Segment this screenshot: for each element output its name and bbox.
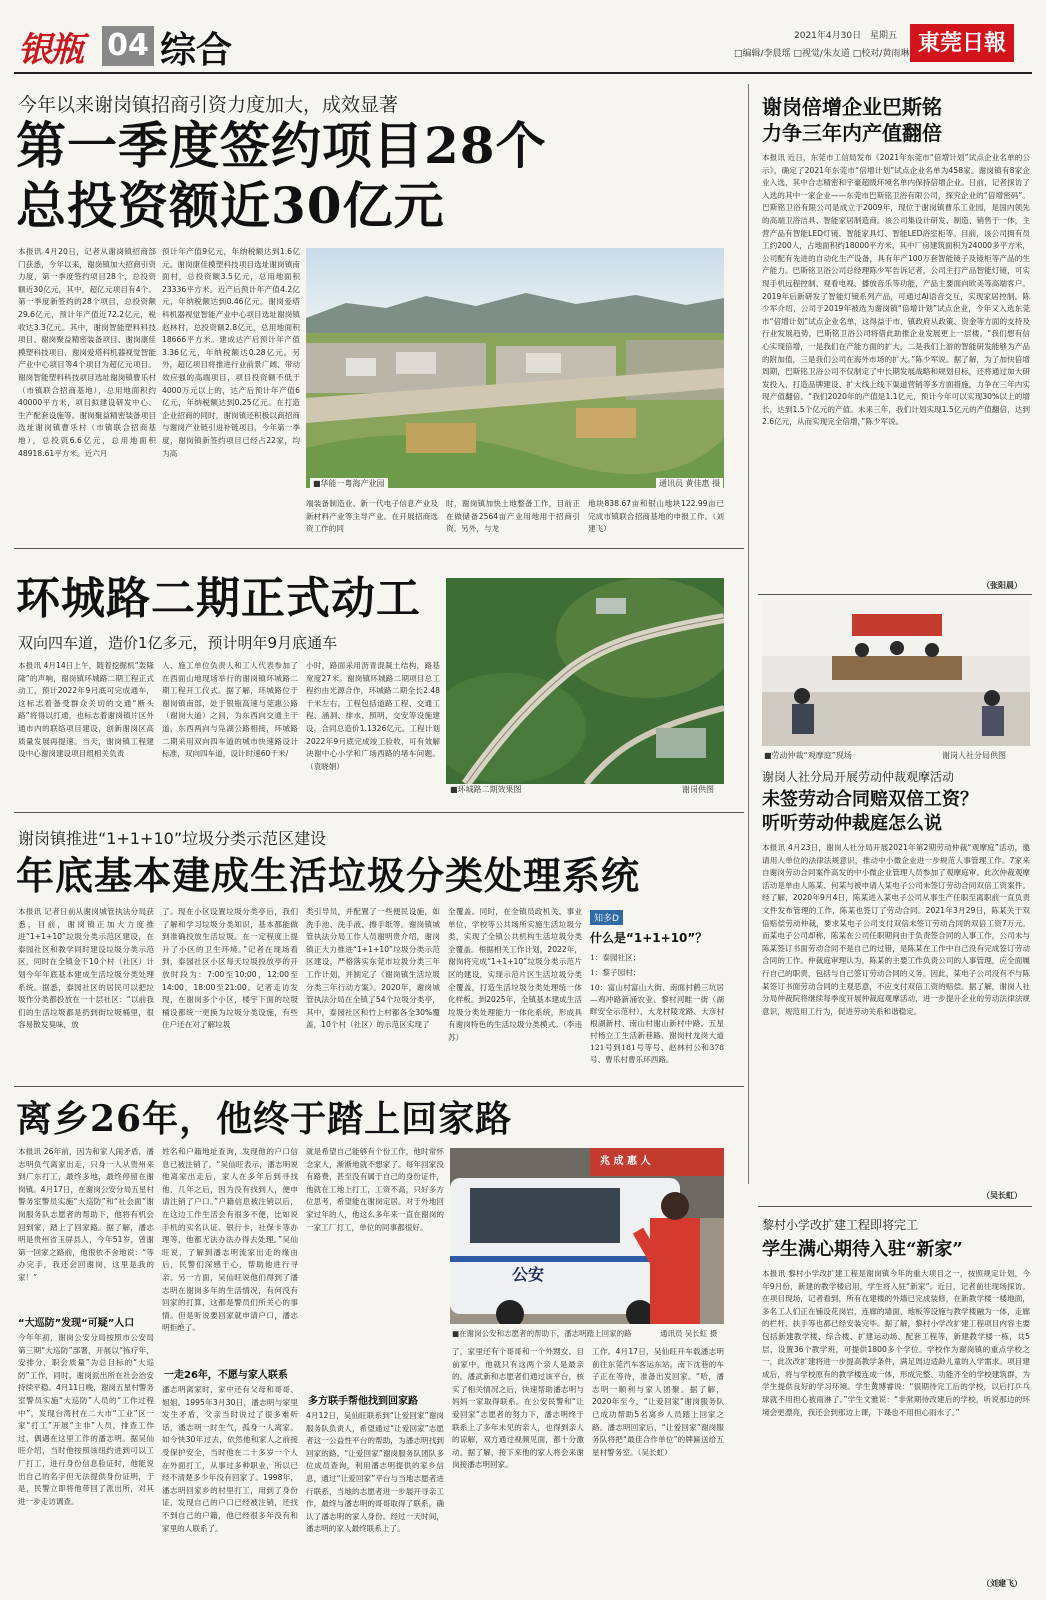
article1-photo-caption: ■华能一粤海产业园	[310, 478, 388, 489]
article3-kicker: 谢岗镇推进“1+1+10”垃圾分类示范区建设	[18, 829, 327, 848]
article2-col3: 小时，路面采用沥青混凝土结构，路基宽度27米。谢岗镇环城路二期项目总工程约由光源合作，环城路二期全长2.48千米左右，工程包括道路工程、交通工程、涵洞、排水、照明、交安等设施建设，合同总造价1.1326亿元。工程计划2022年9月底完成竣工验收，可有效解决谢中心小学和广场西路的堵车问题。（袁晓娟）	[306, 661, 440, 771]
section-divider-3	[14, 1086, 744, 1087]
police-car-farewell-image	[450, 1148, 724, 1324]
right2-body: 本报讯 4月23日，谢岗人社分局开展2021年第2期劳动仲裁“观摩庭”活动，邀请用人单位的法律法规意识，推动中小微企业进一步规范人事管理工作。7家来自谢岗劳动合同案件高发的中小微企业管理人员参加了观摩庭审。此次仲裁观摩活动是单由人陈某、何某与被申请人某电子公司未签订劳动合同双倍工资案件。经了解，2020年9月4日，陈某进入某电子公司从事生产任职至离职前一直负责文件发布管理的工作，陈某也签订了劳动合同。2021年3月29日，陈某关于双倍赔偿劳动仲裁，要求某电子公司支付双倍未签订劳动合同的双倍工资7万元。而某电子公司却称，陈某在公司任职期间由于负责签合同的人事工作，公司未与陈某签订书面劳动合同不是自己的过错，是陈某在工作中自己没有完成签订劳动合同的工作。仲裁庭审理认为，陈某的主要工作负责公司的人事管理，应全面履行自己的职责，包括与自己签订劳动合同的义务。因此，某电子公司没有不与陈某签订书面劳动合同的主观恶意，不应支付双倍工资的赔偿。据了解，谢岗人社分局仲裁院将继续每季度开展仲裁庭观摩活动，进一步提升企业的劳动法律法规意识，规范用工行为，促进劳动关系和谐稳定。	[762, 843, 1030, 1016]
article2-photo-caption: ■环城路二期效果图	[450, 785, 522, 794]
right2-photo	[762, 600, 1030, 746]
article4-title: 离乡26年，他终于踏上回家路	[16, 1098, 513, 1140]
right1-body: 本报讯 近日，东莞市工信局发布《2021年东莞市“倍增计划”试点企业名单的公示》，确定了2021年东莞市“倍增计划”试点企业名单为458家。谢岗镇有8家企业入选，其中合志精密和宇豪超级环境名单内保持倍增企业。日前，记者探访了入选的其中一家企业——东莞市巴斯铭卫浴有限公司，探究企业的“倍增密码”。巴斯铭卫浴有限公司是成立于2009年，现位于谢岗镇曹乐工业园，是国内领先的高端卫浴洁具、智能家居制造商。该公司集设计研发、制造、销售于一体，主营产品有智能LED灯镜、智能家具灯、智能LED浴室柜等。目前，该公司拥有员工约200人，占地面积约18000平方米，其中厂房建筑面积为24000多平方米，公司配有先进的自动化生产设备，具有年产100万套智能镜子及镜柜等产品的生产能力。巴斯铭卫浴公司总经理陈少军告诉记者，公司主打产品智能灯镜，可实现手机远程控制、观看电视、播放音乐等功能，产品主要面向欧美等高端客户。2019年后新研发了智能灯镜系列产品，可通过AI语音交互，实现家居控制。陈少军介绍，公司于2019年被选为谢岗镇“倍增计划”试点企业，今年又入选东莞市“倍增计划”试点企业名单，这得益于市、镇政府从政策、资金等方面的支持及行业发展趋势，巴斯铭卫浴公司将借此助推企业发展更上一层楼。“我们想有信心实现倍增，一是我们在产能方面的扩大，二是我们上游的智能研发能够为产品的附加值，三是我们公司在海外市场的扩大。”陈少军说。据了解，为了加快倍增周期，巴斯铭卫浴公司不仅制定了中长期发展战略和规划目标，还将通过加大研发投入、打造品牌建设、扩大线上线下渠道营销等多方面措施，力争在三年内实现产值翻倍。“我们2020年的产值是1.1亿元，预计今年可以实现30%以上的增长，达到1.5个亿元的产值。未来三年，我们计划实现1.5亿元的产值翻倍，达到2.6亿元，从而实现完全倍增，”陈少军说。	[762, 153, 1030, 427]
industrial-park-aerial-image	[306, 248, 724, 488]
section-divider-2	[14, 812, 744, 813]
page-number: 04	[102, 26, 154, 66]
knowledge-line-1: 1：泰园社区；	[590, 953, 641, 962]
article4-col3: 就是希望自己能够有个份工作，他时常怀念家人，渐渐地就不想家了。每年回家没有路费，甚至没有属于自己的身份证件，他就在工地上打工，工资不高，只好多方位思考，希望能在谢岗定居。对于外地回家过年的人，他这么多年来一直在谢岗的一家工厂打工，单位的同事都很好。	[306, 1147, 444, 1232]
right2-photo-credit: 谢岗人社分局供图	[942, 751, 1006, 760]
banner-sign: 兆 成 惠 人	[600, 1156, 651, 1167]
article2-subtitle: 双向四车道，造价1亿多元，预计明年9月底通车	[18, 634, 338, 652]
article3-title: 年底基本建成生活垃圾分类处理系统	[16, 853, 641, 898]
section-divider-1	[14, 548, 744, 549]
article4-col2b: 潘志明离家时，家中还有父母和哥哥、姐姐。1995年3月30日，潘志明与家里发生矛盾，父亲当时说过了很多难听话，潘志明一时生气，孤身一人离家。如今快30年过去，依然他和家人之前接受保护安全，当时他在二十多岁一个人在外面打工，从事过多种职业，所以已经不清楚多少年没有回家了。1998年，潘志明回家乡的村里打工，用到了身份证，发现自己的户口已经被注销，还找不到自己的户籍，他已经很多年没有和家里的人联系了。	[162, 1385, 298, 1533]
article1-kicker: 今年以来谢岗镇招商引资力度加大，成效显著	[18, 94, 399, 116]
article2-photo	[446, 578, 724, 784]
article1-title-line2: 总投资额近30亿元	[16, 176, 445, 235]
knowledge-line-3: 10：富山村富山大街、南面村鹤三坑居—鸡冲路新涌农业、黎村河畦一街（湖畔安全示范村）、大龙村陵龙路、大彦村根湖新村、南山村谢山新村中路、五星村杨立工生活新巷路、谢岗村龙岗大道121号到181号等号、赵林村公和378号、曹乐村曹乐环西路。	[590, 983, 724, 1064]
column-divider	[748, 84, 749, 1184]
right-divider-2	[758, 1206, 1032, 1207]
right3-credit: （刘建飞）	[982, 1579, 1022, 1588]
article4-col5: 工作。4月17日，吴仙旺开车载潘志明前往东莞汽车客运东站，南下沈巷的车子正在等待，准备出发回家。“哈，潘志明一顺利与家人团聚。据了解，2020年至今，“让爱回家”谢岗服务队已成功帮助5名离乡人员踏上回家之路。潘志明回家后，“让爱回家”谢岗服务队将把“最佳合作单位”的牌匾送给五星村警务室。（吴长虹）	[592, 1347, 724, 1457]
right2-kicker: 谢岗人社分局开展劳动仲裁观摩活动	[762, 770, 955, 784]
right-divider-1	[758, 594, 1032, 595]
article1-title-line1: 第一季度签约项目28个	[16, 116, 547, 175]
article1-photo	[306, 248, 724, 488]
article2-title: 环城路二期正式动工	[16, 573, 421, 624]
article4-photo-caption: ■在谢岗公安和志愿者的帮助下，潘志明踏上回家的路	[452, 1329, 632, 1338]
article4-subhead-1: “大巡防”发现“可疑”人口	[18, 1318, 135, 1329]
police-car-sign: 公安	[512, 1265, 545, 1284]
article4-col4: 了，家里还有个哥哥和一个外甥女。目前家中，他就只有这两个亲人是最亲的。潘武新和志愿者们通过该平台，核实了相关情况之后，快速帮助潘志明与妈妈一家取得联系。在公安民警和“让爱回家”志愿者的努力下，潘志明终于联系上了多年未见的亲人，也得到亲人的谅解，双方通过视频见面，都十分激动。据了解，接下来他的家人将会来谢岗接潘志明回家。	[452, 1347, 584, 1470]
right1-title-line2: 力争三年内产值翻倍	[762, 121, 942, 145]
issue-date	[794, 28, 897, 41]
article4-col1: 本报讯 26年前，因为和家人闹矛盾，潘志明负气离家出走，只身一人从贵州来到广东打工，最终多地，最终停留在谢岗镇。4月17日，在谢岗公安分局五星村警务室警员实施“大巡防”和“社会面”谢岗服务队志愿者的帮助下，他将有机会回到家，踏上了回家路。据了解，潘志明是贵州省玉屏县人，今年51岁，曾谢第一回家之路前，他很依不舍地说：“等办完手，我还会回谢岗，这里是我的家！”	[18, 1147, 154, 1282]
knowledge-tag: 知多D	[590, 910, 623, 925]
right2-photo-caption: ■劳动仲裁“观摩庭”现场	[764, 751, 852, 760]
article1-col3: 端装备制造业、新一代电子信息产业及新材料产业等主导产业。在开展招商选资工作的同	[306, 499, 438, 534]
date-text: 2021年4月30日	[794, 31, 862, 41]
article1-col4: 时，谢岗镇加快土地整备工作，目前正在做储备2564亩产业用地用于招商引资。另外，与龙	[446, 499, 580, 534]
article2-col2: 人、施工单位负责人和工人代表参加了在西面山地现场举行的谢岗镇环城路二期工程开工仪式。据了解，环城路位于谢岗镇南部，处于银瓶高速与莞惠公路（谢岗大道）之间，为东西向交通主干道，东西两向与凫湖公路相接，环城路二期采用双向四车道的城市快速路设计标准，双向四车道，设计时速60千米/	[162, 661, 298, 759]
right3-title: 学生满心期待入驻“新家”	[762, 1239, 963, 1260]
article3-col4: 全覆盖。同时，在全镇员政机关、事业单位、学校等公共场所实施生活垃圾分类，实现了全镇公共机构生活垃圾分类全覆盖。根据相关工作计划，2022年，谢岗将完成“1+1+10”垃圾分类示范片区的建设，实现示范片区生活垃圾分类全覆盖，打造生活垃圾分类处理统一体化样板。到2025年，全镇基本建成生活垃圾分类处理能力一体化系统，形成具有谢岗特色的生活垃圾分类模式。（李违苏）	[448, 907, 582, 1042]
right3-kicker: 黎村小学改扩建工程即将完工	[762, 1218, 919, 1232]
article3-col3: 类引导员，并配置了一些便民设施，如洗手池、洗手液、擦手纸等。谢岗镇城管执法分局工作人员谢明贵介绍，谢岗镇正大力推进“1+1+10”垃圾分类示范区建设，严格落实东莞市垃圾分类三年工作计划，并制定了《谢岗镇生活垃圾分类三年行动方案》。2020年，谢岗城管执法分局在全镇了54个垃圾分类亭，其中，泰园社区和竹上村都各全30%覆盖，10个村（社区）的示范区实现了	[306, 907, 440, 1030]
ring-road-rendering-image	[446, 578, 724, 784]
weekday-text: 星期五	[869, 31, 897, 41]
section-name: 综合	[160, 29, 233, 71]
right2-title-line1: 未签劳动合同赔双倍工资？	[762, 789, 978, 810]
knowledge-question: 什么是“1+1+10”？	[590, 931, 708, 945]
article4-col2: 姓名和户籍地址查询，发现他的户口信息已被注销了。“吴仙旺表示，潘志明说他离家出走后，家人在多年后到寻找他，几年之后，因为没有找到人，便申请注销了户口。”户籍信息被注销以后，在这边工作生活会有很多不便，比如说手机的实名认证、银行卡，社保卡等办理等，他都无法办法办得去处理。”吴仙旺说，了解到潘志明流家出走的缘由后，民警们深感于心，帮助他进行寻亲。另一方面，吴仙旺说他们得到了潘志明在谢岗多年的生活情况，有何没有回家的打算，这都是警员们所关心的事情。但是听说要回家就申请户口，潘志明拒绝了。	[162, 1147, 298, 1333]
article2-photo-credit: 谢岗供图	[682, 785, 714, 794]
article1-col1: 本报讯 4月20日，记者从谢岗镇招商部门获悉，今年以来，谢岗镇加大招商引资力度，第一季度签约项目28个，总投资额近30亿元，其中，超亿元项目有4个。第一季度新签约的28个项目，总投资额29.6亿元，预计年产值近72.2亿元，税收达3.3亿元。其中，谢岗智能塑料科技项目、谢岗聚益精密装备项目、谢岗康佳模塑科技项目、谢岗爱塔科机器视觉智能产业中心项目等4个项目为超亿元项目。谢岗智能塑料科技项目选址谢岗镇曹乐村（市镇联合招商基地），总用地面积约40000平方米，项目拟建设研发中心、生产配套设施等。谢岗聚益精密装备项目选址谢岗镇曹乐村（市镇联合招商基地），总投资6.6亿元，总用地面积48918.61平方米。近六月	[18, 247, 156, 458]
article4-photo	[450, 1148, 724, 1324]
knowledge-box	[590, 906, 724, 1076]
article4-subhead-2: 一走26年，不愿与家人联系	[164, 1370, 288, 1381]
right1-credit: （张阳晨）	[982, 581, 1022, 590]
article3-col2: 了。现在小区设置垃圾分类亭后，我们了解和学习垃圾分类知识，基本都能做到准确投放生活垃圾。在一定程度上提升了小区的卫生环境。”记者在现场看到，泰园社区小区每天垃圾投放亭的开放时段为：7:00至10:00，12:00至14:00，18:00至21:00。记者走访发现，在谢岗多个小区，楼宇下面的垃圾桶设都统一更换为垃圾分类设施，有些住户还在对了解垃圾	[162, 907, 298, 1030]
knowledge-line-2: 1：黎子园村；	[590, 968, 641, 977]
article1-col2: 预计年产值9亿元，年纳税额达到1.6亿元。谢岗康佳模塑科技项目选址谢岗镇南面村，总投资额3.5亿元，总用地面积23336平方米。近产后预计年产值4.2亿元，年纳税额达到0.46亿元。谢岗爱塔科机器视觉智能产业中心项目选址谢岗镇赵林村，总投资额2.8亿元，总用地面积18666平方米。建成达产后预计年产值3.36亿元，年纳税额达0.28亿元。另外，超亿项目将推进行业前景广阔、带动效应强的高端项目，项目投资额不低于4000万元以上的，达产后预计年产值6亿元，年纳税额达到0.25亿元。在打造企业招商的同时，谢岗镇还积极以商招商与谢岗产业链引进补链项目，今年第一季度，谢岗镇新签约项目已经占22家，均为高	[162, 247, 300, 458]
article1-photo-credit: 通讯员 黄佳惠 摄	[656, 478, 723, 489]
arbitration-courtroom-image	[762, 600, 1030, 746]
article4-subhead-3: 多方联手帮他找到回家路	[308, 1396, 418, 1407]
article2-col1: 本报讯 4月14日上午，随着挖掘机“轰隆隆”的声响，谢岗镇环城路二期工程正式动工，预计2022年9月底可完成通车，这标志着备受群众关切的交通“断头路”将得以打通，也标志着谢岗镇片区外通市内的联络项目建设，创新谢岗区高质量发展再提速。当天，谢岗镇工程建设中心谢岗建设项目组相关负责	[18, 661, 154, 759]
article1-col5: 地块838.67亩和银山地块122.99亩已完成市镇联合招商基地的申报工作。（刘建飞）	[588, 499, 724, 534]
right3-body: 本报讯 黎村小学改扩建工程是谢岗镇今年的重大项目之一，按照规定计划，今年9月份，新建的教学楼启用，学生将入驻“新家”。近日，记者前往现场探访。在项目现场，记者看到，所有在建楼的外墙已完成装修，在新教学楼一楼地面，多名工人们正在铺设花岗岩，连廊的墙面、地板等设施与教学楼融为一体，走廊的栏杆、扶手等也都已经安装完毕。据了解，黎村小学改扩建工程项目内容主要包括新建教学楼、综合楼、扩建运动场、配套工程等，新建教学楼一栋，共5层，设置36个教学班，可提供1800多个学位。学校作为谢岗镇的重点学校之一，此次改扩建将进一步提高教学条件，满足周边适龄儿童的入学需求。项目建成后，将与学校原有的教学楼连成一体，形成完整、功能齐全的学校建筑群，为学生提供良好的学习环境。学生黄博睿说：“很期待完工后的学校，以后打乒乓球就不用担心被雨淋了。”学生文雅说：“非常期待改建后的学校，听说那边的环境会更漂亮，我还会到那边上课，下课也不用担心雨水了。”	[762, 1269, 1030, 1417]
right2-title-line2: 听听劳动仲裁庭怎么说	[762, 813, 942, 834]
article4-col1b: 今年年初，谢岗公安分局按照市公安局第三期“大巡防”部署，开展以“拣疗年，安排分，职会质量”为总目标的“大巡防”工作，同时，谢岗派出所在社会治安持续平稳。4月11日晚，谢岗五星村警务室警员实施“大巡防”人员的“工作过程中”，发现台湾村在二大市“工业”区一家“打工”开展“主非”人员，排查工作过，偶遇在这里工作的潘志明。据吴仙旺介绍，当时他按照该纽约进到可以工厂打工，进行身份信息验证时，他能说出自己的名字但无法提供身份证明，于是，民警立即将他带回了派出所，对其进一步走访调查。	[18, 1333, 154, 1506]
right2-credit: （吴长虹）	[982, 1191, 1022, 1200]
supplement-logo: 银瓶	[18, 30, 82, 70]
masthead-rule	[14, 72, 1032, 74]
right1-title-line1: 谢岗倍增企业巴斯铭	[762, 95, 942, 119]
paper-name-logo: 東莞日報	[910, 24, 1014, 62]
article4-photo-credit: 通讯员 吴长虹 摄	[660, 1329, 718, 1338]
article4-col3b: 4月12日，吴仙旺联系到“让爱回家”谢岗服务队负责人，希望通过“让爱回家”志愿者这一公益性平台的帮助，为潘志明找到回家的路。“让爱回家”谢岗服务队团队多位成员查询，利用潘志明提供的家乡信息，通过“让爱回家”平台与当地志愿者进行联系，当地的志愿者进一步展开寻亲工作，最终与潘志明的哥哥取得了联系，确认了潘志明的家人身份。经过一天时间，潘志明的家人最终联系上了。	[306, 1411, 444, 1534]
article3-col1: 本报讯 记者日前从谢岗城管执法分局获悉，目前，谢岗镇正加大力度推进“1+1+10”垃圾分类示范区建设，在泰园社区和教学同时建设垃圾分类示范区，同时在全镇金下10个村（社区）计划今年年底基本建成生活垃圾分类处理系统。据悉，泰园社区的居民可以把垃圾作分类都投放在一十层社区：“以前我们的生活垃圾都是扔到街垃圾桶里，很容易散发臭味，放	[18, 907, 154, 1030]
editors-line: □编辑/李晨瑶 □视觉/朱友道 □校对/黄雨琳	[734, 49, 910, 59]
